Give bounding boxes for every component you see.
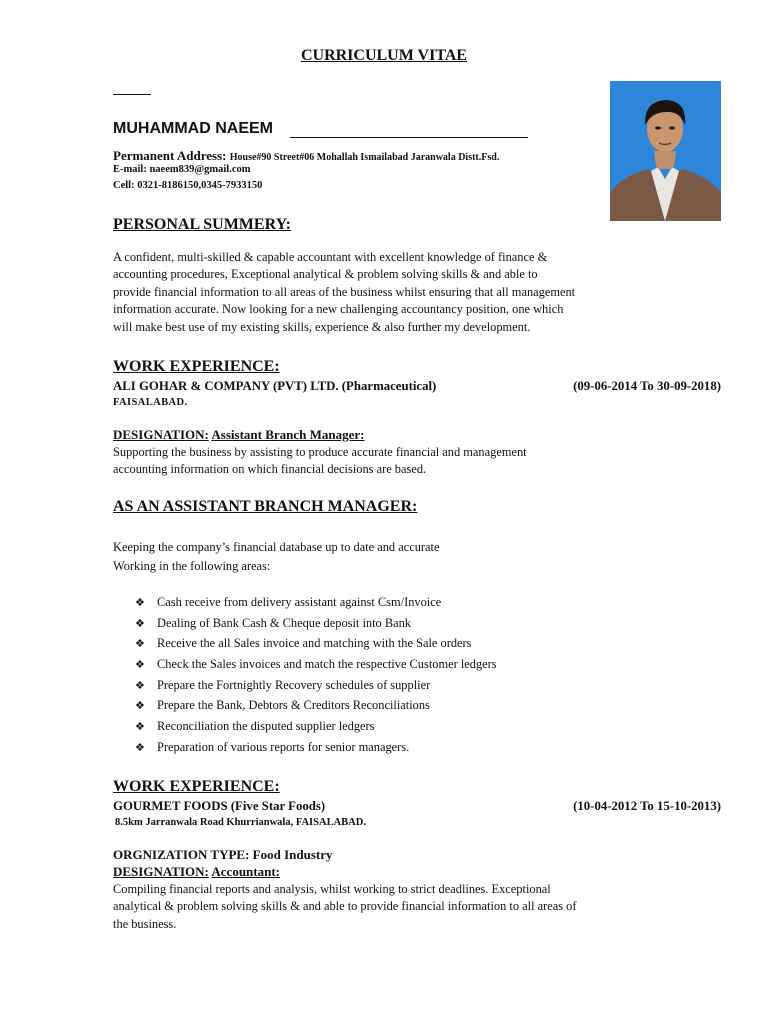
profile-photo xyxy=(610,81,721,221)
role-intro-areas: Working in the following areas: xyxy=(113,559,271,573)
summary-line: accounting procedures, Exceptional analytical & problem solving skills & and able to xyxy=(113,267,538,282)
description-line: the business. xyxy=(113,916,177,931)
diamond-bullet-icon: ❖ xyxy=(135,679,145,692)
designation-line xyxy=(113,864,280,880)
document-title: CURRICULUM VITAE xyxy=(300,47,468,64)
role-heading: AS AN ASSISTANT BRANCH MANAGER: xyxy=(113,498,418,515)
employment-dates: (10-04-2012 To 15-10-2013) xyxy=(573,799,721,813)
permanent-address xyxy=(113,148,499,164)
name-underline xyxy=(290,137,528,138)
cell-line: Cell: 0321-8186150,0345-7933150 xyxy=(113,180,263,191)
diamond-bullet-icon: ❖ xyxy=(135,700,145,713)
diamond-bullet-icon: ❖ xyxy=(135,597,145,609)
list-item: ❖ Prepare the Fortnightly Recovery schedules of supplier xyxy=(135,675,497,696)
designation-label: DESIGNATION: xyxy=(113,864,209,879)
email-line: E-mail: naeem839@gmail.com xyxy=(113,164,251,175)
applicant-name: MUHAMMAD NAEEM xyxy=(113,120,273,137)
diamond-bullet-icon: ❖ xyxy=(135,721,145,734)
summary-line: information accurate. Now looking for a new challenging accountancy position, one which xyxy=(113,302,564,317)
company-address: 8.5km Jarranwala Road Khurrianwala, FAISALABAD. xyxy=(115,817,366,828)
diamond-bullet-icon: ❖ xyxy=(135,638,145,651)
responsibilities-list xyxy=(135,592,497,758)
work-experience-heading: WORK EXPERIENCE: xyxy=(113,778,280,795)
summary-line: A confident, multi-skilled & capable accountant with excellent knowledge of finance & xyxy=(113,250,548,264)
summary-paragraph xyxy=(113,249,677,336)
organization-type-value: Food Industry xyxy=(252,847,333,862)
company-name: ALI GOHAR & COMPANY (PVT) LTD. (Pharmaceutical) xyxy=(113,379,437,393)
summary-line: provide financial information to all areas of the business whilst ensuring that all management xyxy=(113,284,576,299)
list-item: ❖ Reconciliation the disputed supplier ledgers xyxy=(135,716,497,737)
description-line: accounting information on which financial decisions are based. xyxy=(113,462,427,477)
designation-description xyxy=(113,881,677,933)
employment-dates: (09-06-2014 To 30-09-2018) xyxy=(573,379,721,393)
list-item: ❖ Receive the all Sales invoice and matching with the Sale orders xyxy=(135,633,497,654)
designation-description xyxy=(113,444,677,479)
work-experience-heading: WORK EXPERIENCE: xyxy=(113,358,280,375)
list-item: ❖ Prepare the Bank, Debtors & Creditors Reconciliations xyxy=(135,695,497,716)
diamond-bullet-icon: ❖ xyxy=(135,741,145,754)
list-item: ❖ Preparation of various reports for senior managers. xyxy=(135,737,497,758)
divider xyxy=(113,94,151,95)
list-item: ❖ Check the Sales invoices and match the respective Customer ledgers xyxy=(135,654,497,675)
summary-line: will make best use of my existing skills, experience & also further my development. xyxy=(113,319,531,334)
organization-type-label: ORGNIZATION TYPE: xyxy=(113,847,250,862)
diamond-bullet-icon: ❖ xyxy=(135,617,145,630)
address-label: Permanent Address: xyxy=(113,148,227,163)
portrait-image xyxy=(610,81,721,221)
description-line: Compiling financial reports and analysis, whilst working to strict deadlines. Exceptional xyxy=(113,882,551,896)
designation-label: DESIGNATION: xyxy=(113,427,209,442)
diamond-bullet-icon: ❖ xyxy=(135,659,145,672)
organization-type-line xyxy=(113,847,332,863)
company-row xyxy=(113,379,721,394)
designation-value: Accountant: xyxy=(211,864,280,879)
designation-line xyxy=(113,427,365,443)
role-intro: Keeping the company’s financial database up to date and accurate xyxy=(113,540,440,554)
company-row xyxy=(113,799,721,814)
address-value: House#90 Street#06 Mohallah Ismailabad Jaranwala Distt.Fsd. xyxy=(229,152,500,163)
list-item: ❖ Dealing of Bank Cash & Cheque deposit into Bank xyxy=(135,613,497,634)
summary-heading: PERSONAL SUMMERY: xyxy=(113,216,291,233)
designation-value: Assistant Branch Manager: xyxy=(211,427,365,442)
description-line: analytical & problem solving skills & and able to provide financial information to all areas of xyxy=(113,899,577,914)
list-item: ❖ Cash receive from delivery assistant against Csm/Invoice xyxy=(135,592,497,613)
company-city: FAISALABAD. xyxy=(113,397,188,408)
company-name: GOURMET FOODS (Five Star Foods) xyxy=(113,799,326,813)
description-line: Supporting the business by assisting to produce accurate financial and management xyxy=(113,445,527,459)
